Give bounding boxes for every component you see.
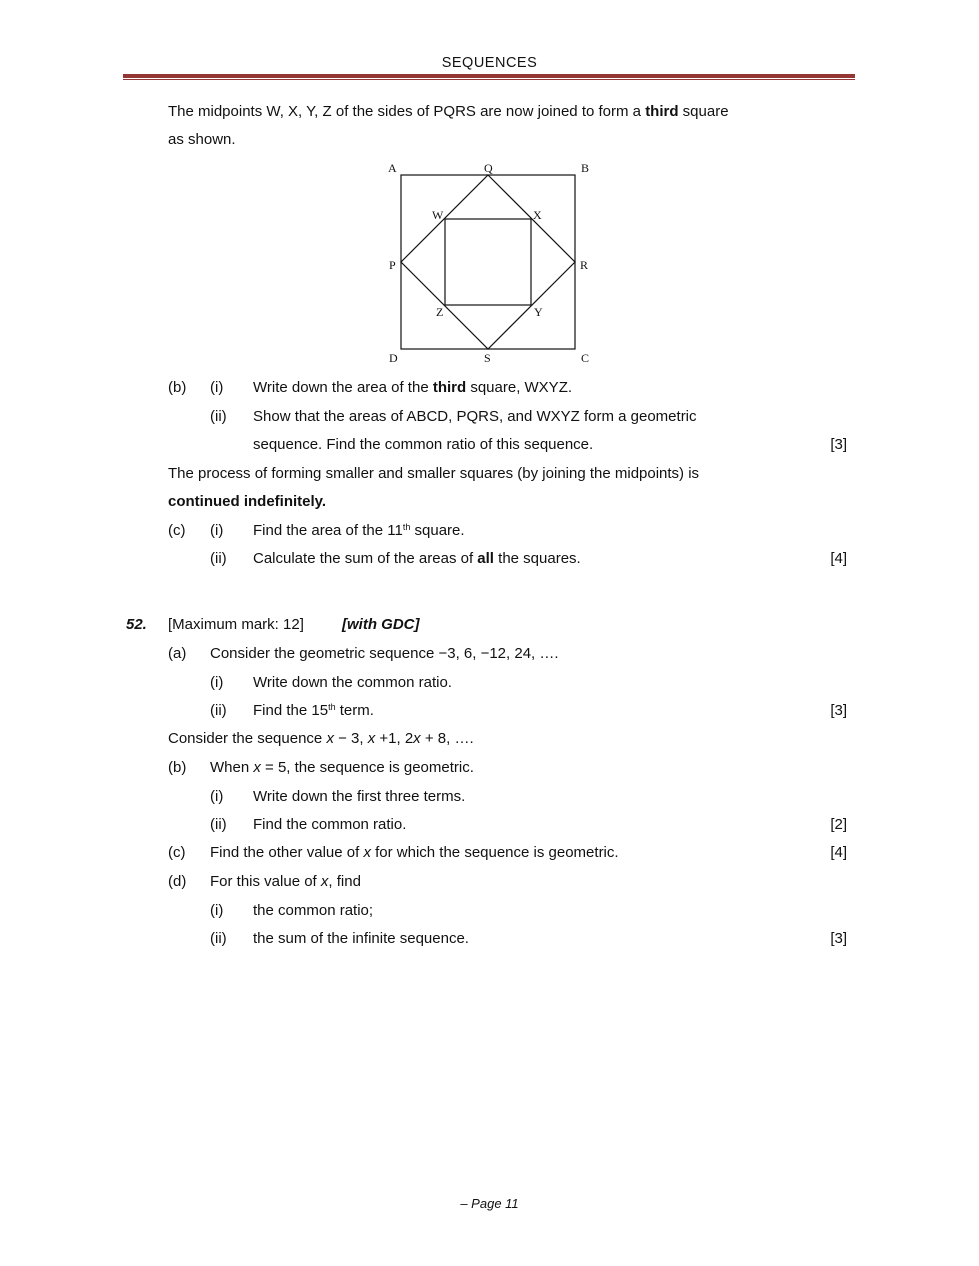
header-rule-thick: [123, 74, 855, 78]
label-w: W: [432, 208, 444, 222]
q52c-text-a: Find the other value of: [210, 844, 364, 861]
process-line-1: The process of forming smaller and smaller squares (by joining the midpoints) is: [168, 465, 700, 482]
q52d-var-x: x: [320, 873, 329, 890]
q51c-ii-label: (ii): [210, 550, 227, 567]
q51c-i-text-a: Find the area of the 11: [253, 522, 403, 539]
q52c-text-b: for which the sequence is geometric.: [370, 844, 619, 861]
q52b-text-b: = 5, the sequence is geometric.: [260, 759, 474, 776]
q52c-label: (c): [168, 844, 186, 861]
q52a-ii-text-a: Find the 15: [253, 702, 329, 719]
label-z: Z: [436, 305, 444, 319]
q52d-ii-label: (ii): [210, 930, 227, 947]
q51b-marks: [3]: [830, 436, 847, 453]
q52b-i-text: Write down the first three terms.: [253, 788, 466, 805]
label-p: P: [389, 258, 396, 272]
consider-text-b: − 3,: [333, 730, 368, 747]
label-a: A: [388, 161, 397, 175]
q52c-marks: [4]: [830, 844, 847, 861]
squares-diagram: [380, 155, 600, 370]
q52d-ii-text: the sum of the infinite sequence.: [253, 930, 469, 947]
q51b-i-text: [253, 378, 572, 398]
consider-text-c: +1, 2: [375, 730, 414, 747]
q52d-i-label: (i): [210, 902, 224, 919]
consider-text-a: Consider the sequence: [168, 730, 327, 747]
q52d-text-b: , find: [328, 873, 361, 890]
q51c-i-label: (i): [210, 522, 224, 539]
q52d-text-a: For this value of: [210, 873, 321, 890]
q51c-i-sup: th: [402, 522, 411, 532]
consider-var-x3: x: [413, 730, 421, 747]
intro-line-1: [168, 102, 729, 122]
intro-text-a: The midpoints W, X, Y, Z of the sides of PQRS are now joined to form a: [168, 103, 646, 120]
q52-max-mark: [Maximum mark: 12]: [168, 616, 304, 633]
page-footer: – Page 11: [460, 1196, 519, 1211]
label-s: S: [484, 351, 491, 365]
q52a-ii-label: (ii): [210, 702, 227, 719]
q52b-var-x: x: [253, 759, 261, 776]
label-c: C: [581, 351, 590, 365]
intro-line-2: as shown.: [168, 131, 236, 148]
q51c-ii-bold: all: [477, 550, 494, 567]
q52-consider-sequence: [168, 729, 474, 749]
q52b-marks: [2]: [830, 816, 847, 833]
q52-number: 52.: [126, 616, 147, 633]
q52-gdc: [with GDC]: [342, 616, 420, 633]
process-line-2: continued indefinitely.: [168, 493, 327, 510]
q51b-label: (b): [168, 379, 187, 396]
q51c-i-text-b: square.: [410, 522, 465, 539]
label-q: Q: [484, 161, 493, 175]
q51b-i-text-a: Write down the area of the: [253, 379, 433, 396]
q51b-ii-label: (ii): [210, 408, 227, 425]
label-x: X: [533, 208, 542, 222]
q52b-i-label: (i): [210, 788, 224, 805]
q52b-label: (b): [168, 759, 187, 776]
q52d-marks: [3]: [830, 930, 847, 947]
q51b-i-bold: third: [432, 379, 467, 396]
q51c-ii-text: [253, 549, 581, 569]
q51b-ii-line-2: sequence. Find the common ratio of this sequence.: [253, 436, 594, 453]
intro-bold: third: [645, 103, 679, 120]
label-y: Y: [534, 305, 543, 319]
label-r: R: [580, 258, 589, 272]
q51c-i-text: [253, 521, 465, 541]
q52a-marks: [3]: [830, 702, 847, 719]
q52b-text: [210, 758, 474, 778]
q52a-label: (a): [168, 645, 187, 662]
label-b: B: [581, 161, 590, 175]
q51b-ii-line-1: Show that the areas of ABCD, PQRS, and WXYZ form a geometric: [253, 408, 697, 425]
q52a-ii-text-b: term.: [335, 702, 374, 719]
q52d-i-text: the common ratio;: [253, 902, 374, 919]
square-pqrs: [401, 175, 575, 349]
q52b-ii-label: (ii): [210, 816, 227, 833]
q51b-i-label: (i): [210, 379, 224, 396]
q52c-text: [210, 843, 619, 863]
q52a-ii-text: [253, 701, 374, 721]
q51c-ii-text-b: the squares.: [493, 550, 581, 567]
q52a-i-label: (i): [210, 674, 224, 691]
q52a-text: Consider the geometric sequence −3, 6, −12, 24, ….: [210, 645, 559, 662]
square-abcd: [401, 175, 575, 349]
q51b-i-text-b: square, WXYZ.: [466, 379, 573, 396]
q52d-text: [210, 872, 361, 892]
q51c-label: (c): [168, 522, 186, 539]
intro-text-b: square: [678, 103, 729, 120]
page-header-title: SEQUENCES: [441, 55, 538, 71]
q52d-label: (d): [168, 873, 187, 890]
q52b-ii-text: Find the common ratio.: [253, 816, 407, 833]
q51c-marks: [4]: [830, 550, 847, 567]
q52b-text-a: When: [210, 759, 254, 776]
consider-var-x2: x: [367, 730, 376, 747]
consider-var-x1: x: [326, 730, 334, 747]
label-d: D: [389, 351, 398, 365]
q52a-i-text: Write down the common ratio.: [253, 674, 452, 691]
q52a-ii-sup: th: [328, 702, 336, 712]
header-rule-thin: [123, 79, 855, 80]
q52c-var-x: x: [363, 844, 371, 861]
square-wxyz: [445, 219, 531, 305]
consider-text-d: + 8, ….: [420, 730, 474, 747]
q51c-ii-text-a: Calculate the sum of the areas of: [253, 550, 478, 567]
